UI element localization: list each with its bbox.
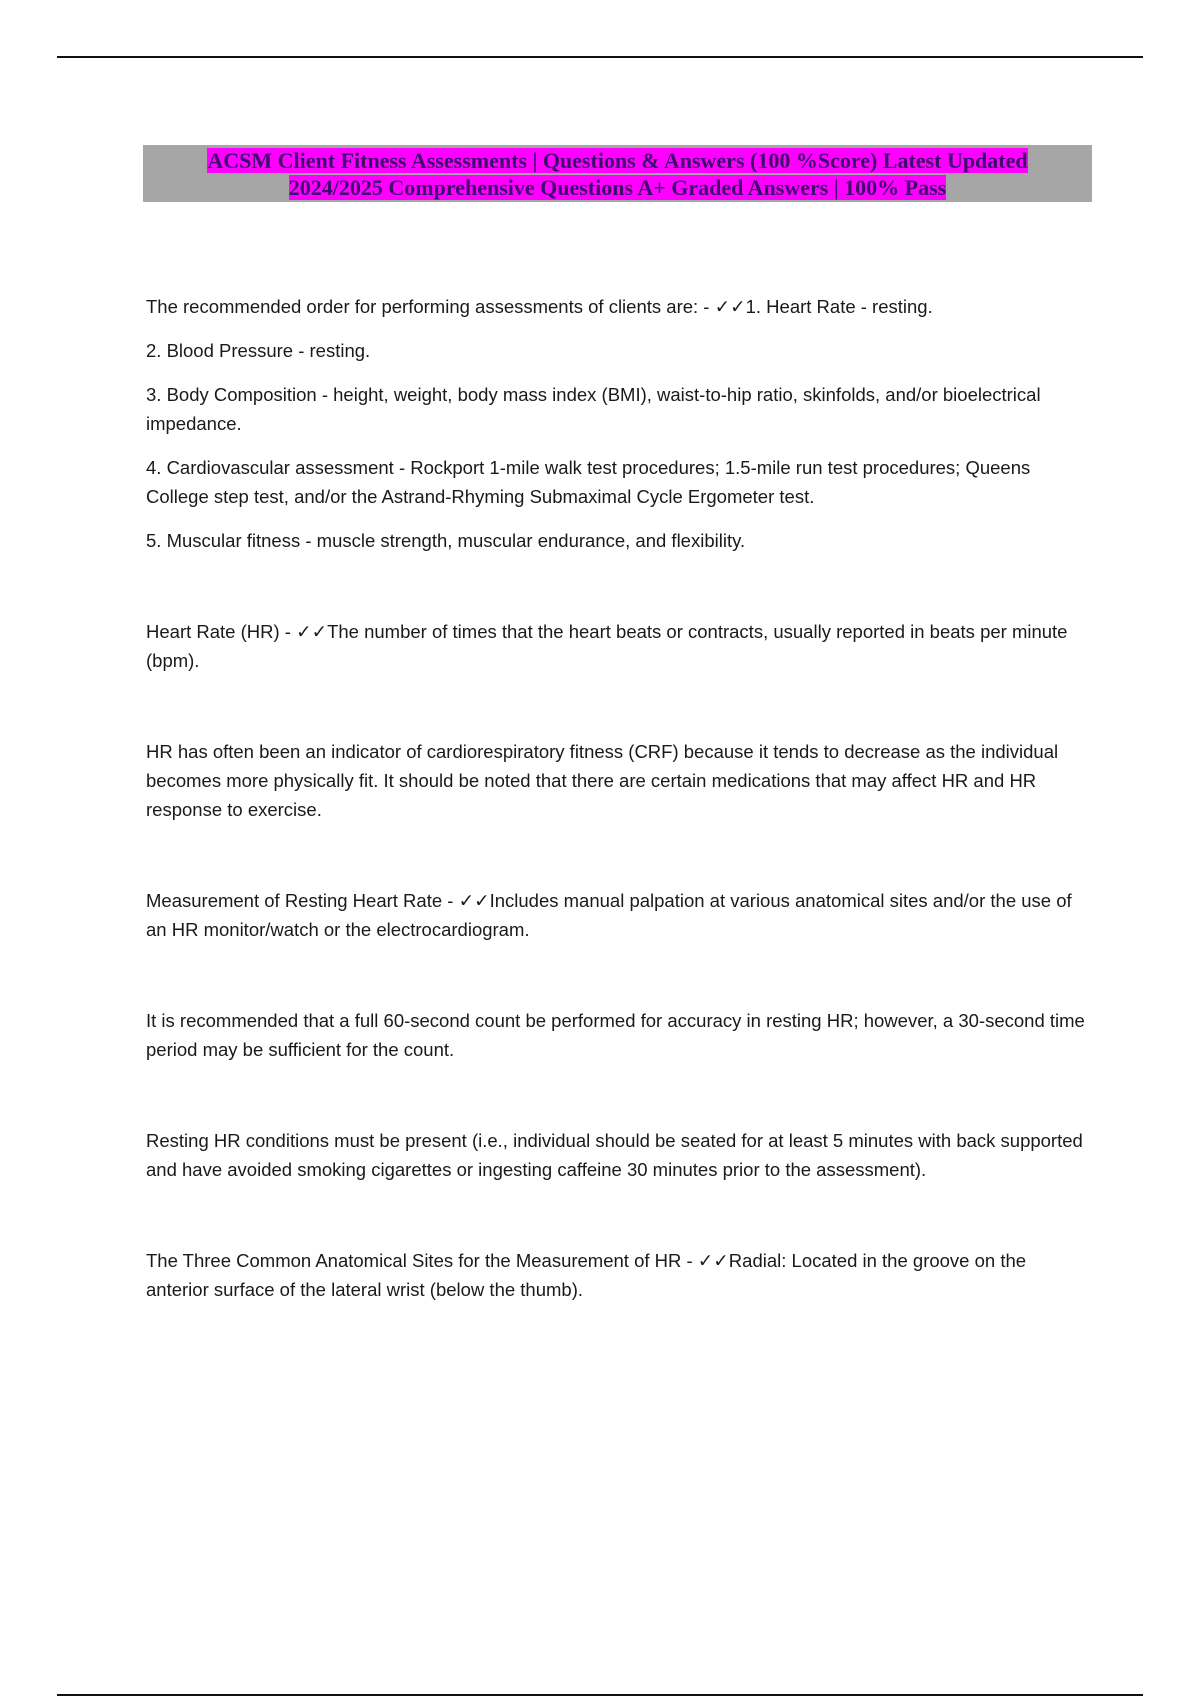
paragraph-anatomical-sites: The Three Common Anatomical Sites for the Measurement of HR - ✓✓Radial: Located in the groove on the anterior surface of the lateral wrist (below the thumb). <box>146 1250 1027 1300</box>
top-rule <box>57 56 1143 58</box>
list-item-muscular-fitness: 5. Muscular fitness - muscle strength, muscular endurance, and flexibility. <box>146 530 746 551</box>
paragraph-resting-conditions: Resting HR conditions must be present (i.e., individual should be seated for at least 5 minutes with back supported and have avoided smoking cigarettes or ingesting caffeine 30 minutes prior to the assessment). <box>146 1130 1083 1180</box>
title-line-2: 2024/2025 Comprehensive Questions A+ Graded Answers | 100% Pass <box>288 175 947 200</box>
paragraph-resting-hr-measurement: Measurement of Resting Heart Rate - ✓✓Includes manual palpation at various anatomical sites and/or the use of an HR monitor/watch or the electrocardiogram. <box>146 890 1072 940</box>
list-item-blood-pressure: 2. Blood Pressure - resting. <box>146 340 371 361</box>
paragraph-count-duration: It is recommended that a full 60-second count be performed for accuracy in resting HR; however, a 30-second time period may be sufficient for the count. <box>146 1010 1085 1060</box>
document-title <box>143 145 1092 202</box>
title-line-1: ACSM Client Fitness Assessments | Questions & Answers (100 %Score) Latest Updated <box>207 148 1028 173</box>
document-body <box>146 292 1086 1304</box>
paragraph-assessment-order: The recommended order for performing assessments of clients are: - ✓✓1. Heart Rate - resting. <box>146 296 933 317</box>
paragraph-heart-rate: Heart Rate (HR) - ✓✓The number of times that the heart beats or contracts, usually reported in beats per minute (bpm). <box>146 621 1068 671</box>
list-item-body-composition: 3. Body Composition - height, weight, body mass index (BMI), waist-to-hip ratio, skinfolds, and/or bioelectrical impedance. <box>146 384 1041 434</box>
list-item-cardiovascular: 4. Cardiovascular assessment - Rockport 1-mile walk test procedures; 1.5-mile run test procedures; Queens College step test, and/or the Astrand-Rhyming Submaximal Cycle Ergometer test. <box>146 457 1031 507</box>
paragraph-hr-indicator: HR has often been an indicator of cardiorespiratory fitness (CRF) because it tends to decrease as the individual becomes more physically fit. It should be noted that there are certain medications that may affect HR and HR response to exercise. <box>146 741 1059 820</box>
bottom-rule <box>57 1694 1143 1696</box>
